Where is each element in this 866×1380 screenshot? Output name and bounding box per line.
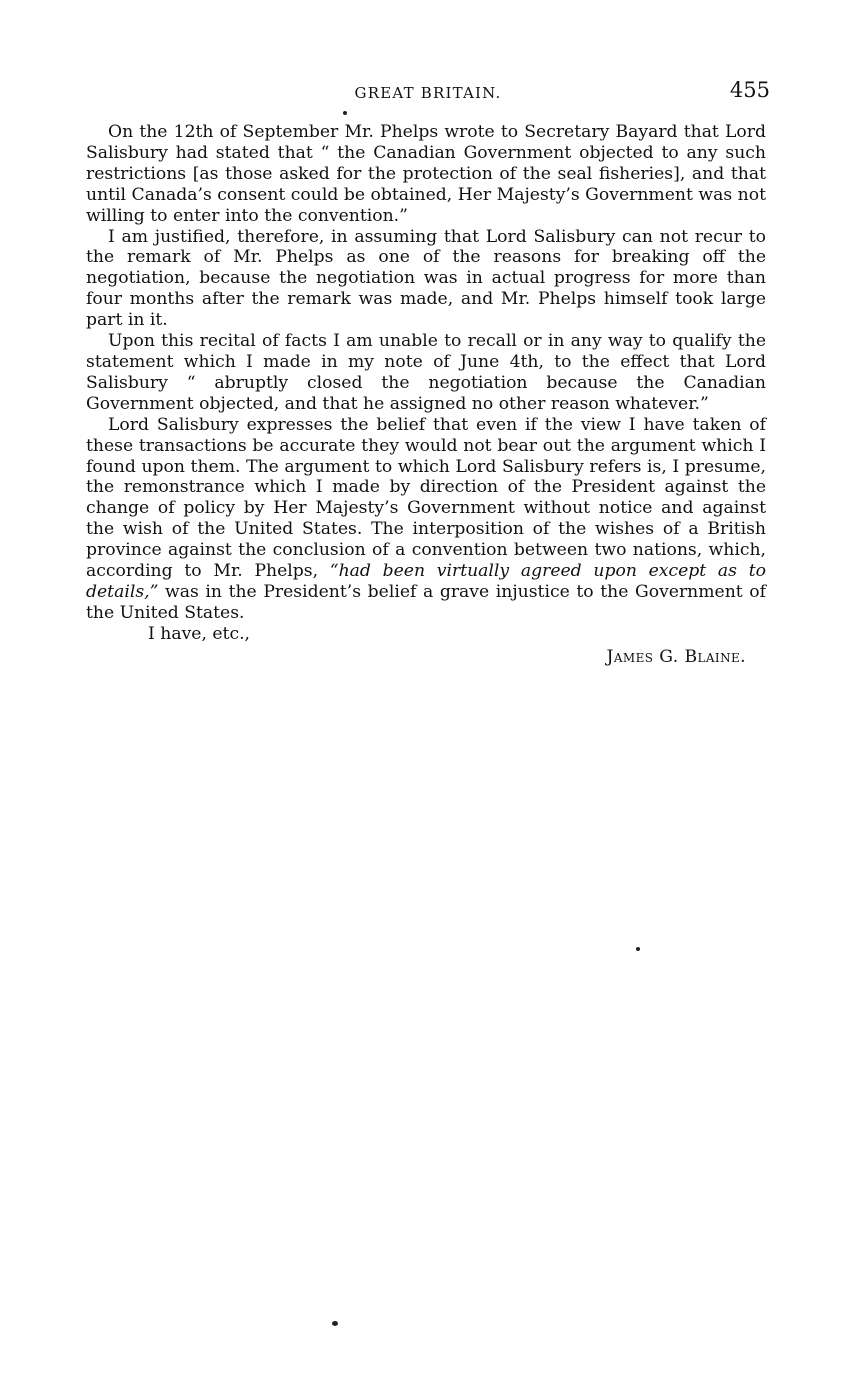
paragraph: On the 12th of September Mr. Phelps wrote to Secretary Bayard that Lord Salisbury had stated that “ the Canadian Government objected to any such restrictions [as those asked for the protection of the seal fisheries], and that until Canada’s consent could be obtained, Her Majesty’s Government was not willing to enter into the convention.”	[86, 122, 766, 226]
page-number: 455	[729, 78, 770, 102]
signature: James G. Blaine.	[606, 646, 746, 667]
section-title: GREAT BRITAIN.	[354, 84, 502, 102]
paragraph-text: Lord Salisbury expresses the belief that even if the view I have taken of these transactions be accurate they would not bear out the argument which I found upon them. The argument to which Lord Salisbury refers is, I presume, the remonstrance which I made by direction of the President against the change of policy by Her Majesty’s Government without notice and against the wish of the United States. The interposition of the wishes of a British province against the conclusion of a convention between two nations, which, according to Mr. Phelps,	[86, 414, 766, 582]
running-head	[86, 80, 770, 108]
paragraph-text: was in the President’s belief a grave injustice to the Government of the United States.	[86, 581, 766, 623]
print-speck	[332, 1321, 338, 1326]
paragraph: I am justified, therefore, in assuming that Lord Salisbury can not recur to the remark of Mr. Phelps as one of the reasons for breaking off the negotiation, because the negotiation was in actual progress for more than four months after the remark was made, and Mr. Phelps himself took large part in it.	[86, 226, 766, 331]
paragraph: Upon this recital of facts I am unable to recall or in any way to qualify the statement which I made in my note of June 4th, to the effect that Lord Salisbury “ abruptly closed the negotiation because the Canadian Government objected, and that he assigned no other reason whatever.”	[86, 331, 766, 414]
closing-salutation: I have, etc.,	[148, 623, 251, 644]
print-speck	[343, 111, 347, 115]
paragraph	[86, 415, 766, 624]
italic-quotation: “had been virtually agreed upon except as to details,”	[86, 561, 766, 602]
letter-body	[86, 122, 766, 668]
print-speck	[636, 947, 640, 951]
